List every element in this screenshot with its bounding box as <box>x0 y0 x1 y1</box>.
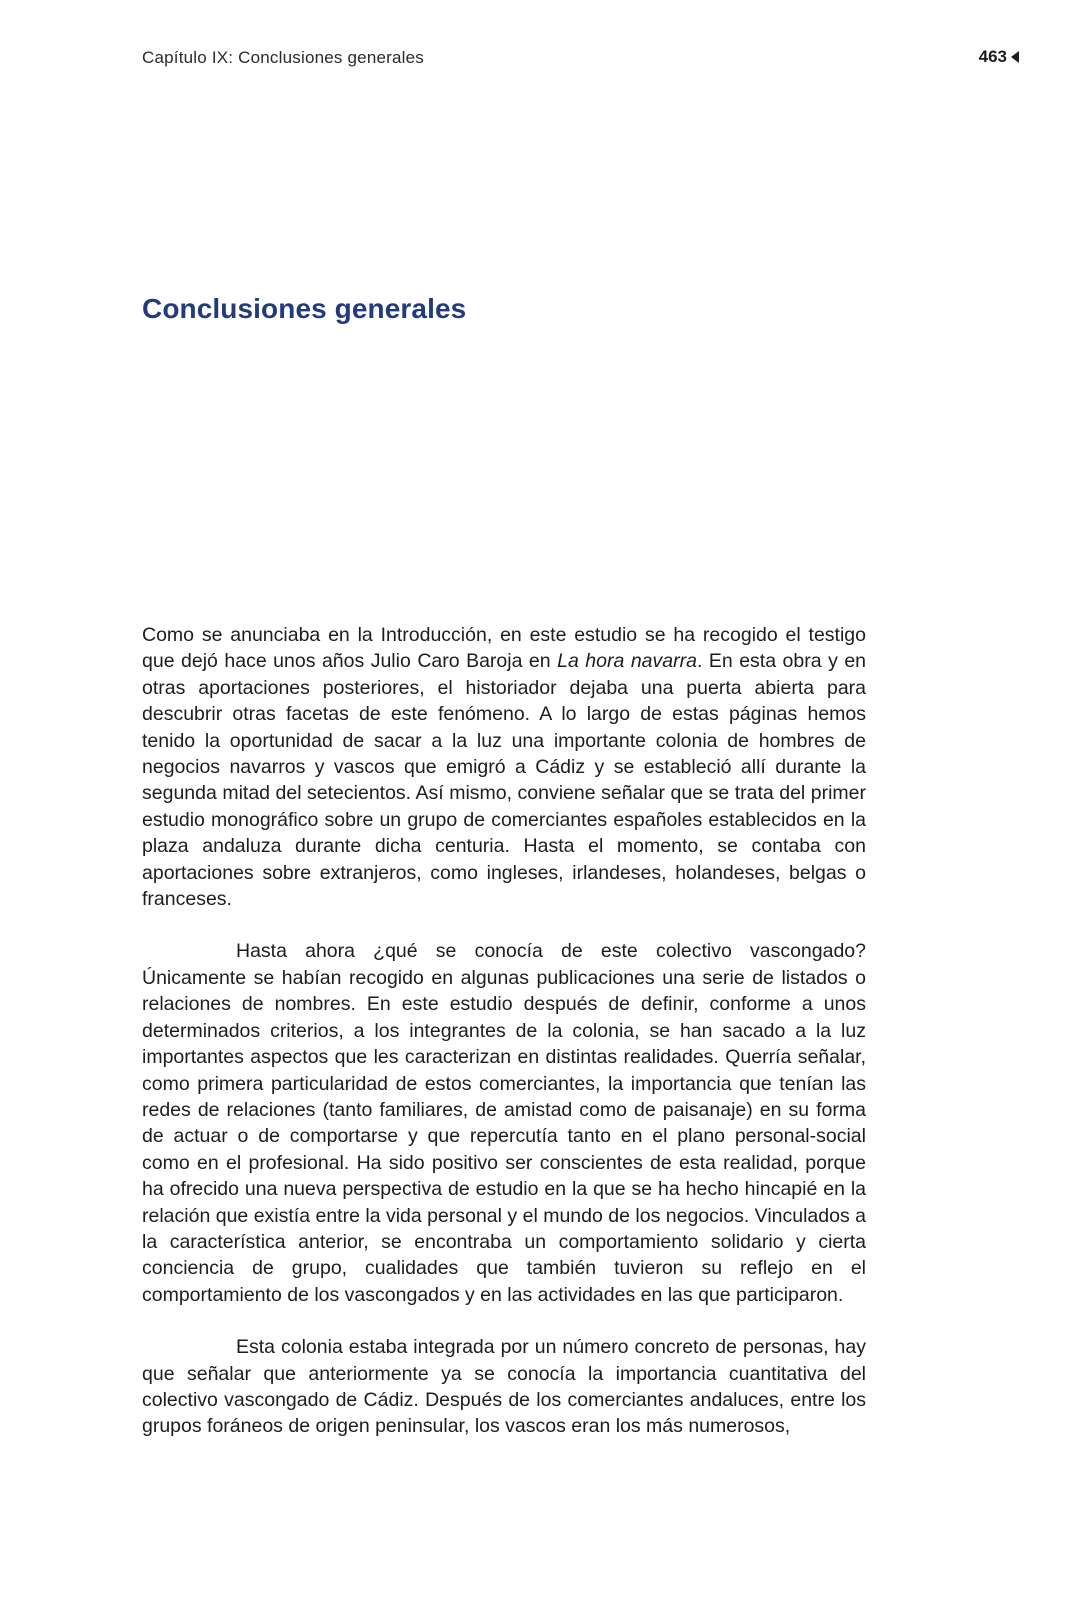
paragraph-1 <box>142 622 866 912</box>
triangle-marker-icon <box>1011 51 1019 63</box>
paragraph-2: Hasta ahora ¿qué se conocía de este colectivo vascongado? Únicamente se habían recogido en algunas publicaciones una serie de listados o relaciones de nombres. En este estudio después de definir, conforme a unos determinados criterios, a los integrantes de la colonia, se han sacado a la luz importantes aspectos que les caracterizan en distintas realidades. Querría señalar, como primera particularidad de estos comerciantes, la importancia que tenían las redes de relaciones (tanto familiares, de amistad como de paisanaje) en su forma de actuar o de comportarse y que repercutía tanto en el plano personal-social como en el profesional. Ha sido positivo ser conscientes de esta realidad, porque ha ofrecido una nueva perspectiva de estudio en la que se ha hecho hincapié en la relación que existía entre la vida personal y el mundo de los negocios. Vinculados a la característica anterior, se encontraba un comportamiento solidario y cierta conciencia de grupo, cualidades que también tuvieron su reflejo en el comportamiento de los vascongados y en las actividades en las que participaron. <box>142 940 866 1306</box>
book-title-italic: La hora navarra <box>557 650 697 673</box>
paragraph-1-text-start: Como se anunciaba en la Introducción, en este estudio se ha recogido el testigo que dejó hace unos años Julio Caro Baroja en <box>142 624 866 673</box>
page-number <box>979 47 1019 67</box>
page-number-text: 463 <box>978 47 1007 66</box>
paragraph-3: Esta colonia estaba integrada por un número concreto de personas, hay que señalar que anteriormente ya se conocía la importancia cuantitativa del colectivo vascongado de Cádiz. Después de los comerciantes andaluces, entre los grupos foráneos de origen peninsular, los vascos eran los más numerosos, <box>142 1336 866 1438</box>
body-text <box>142 622 866 1440</box>
paragraph-1-text-end: . En esta obra y en otras aportaciones posteriores, el historiador dejaba una puerta abierta para descubrir otras facetas de este fenómeno. A lo largo de estas páginas hemos tenido la oportunidad de sacar a la luz una importante colonia de hombres de negocios navarros y vascos que emigró a Cádiz y se estableció allí durante la segunda mitad del setecientos. Así mismo, conviene señalar que se trata del primer estudio monográfico sobre un grupo de comerciantes españoles establecidos en la plaza andaluza durante dicha centuria. Hasta el momento, se contaba con aportaciones sobre extranjeros, como ingleses, irlandeses, holandeses, belgas o franceses. <box>142 650 867 911</box>
running-header: Capítulo IX: Conclusiones generales <box>142 48 424 67</box>
chapter-title: Conclusiones generales <box>142 293 467 324</box>
